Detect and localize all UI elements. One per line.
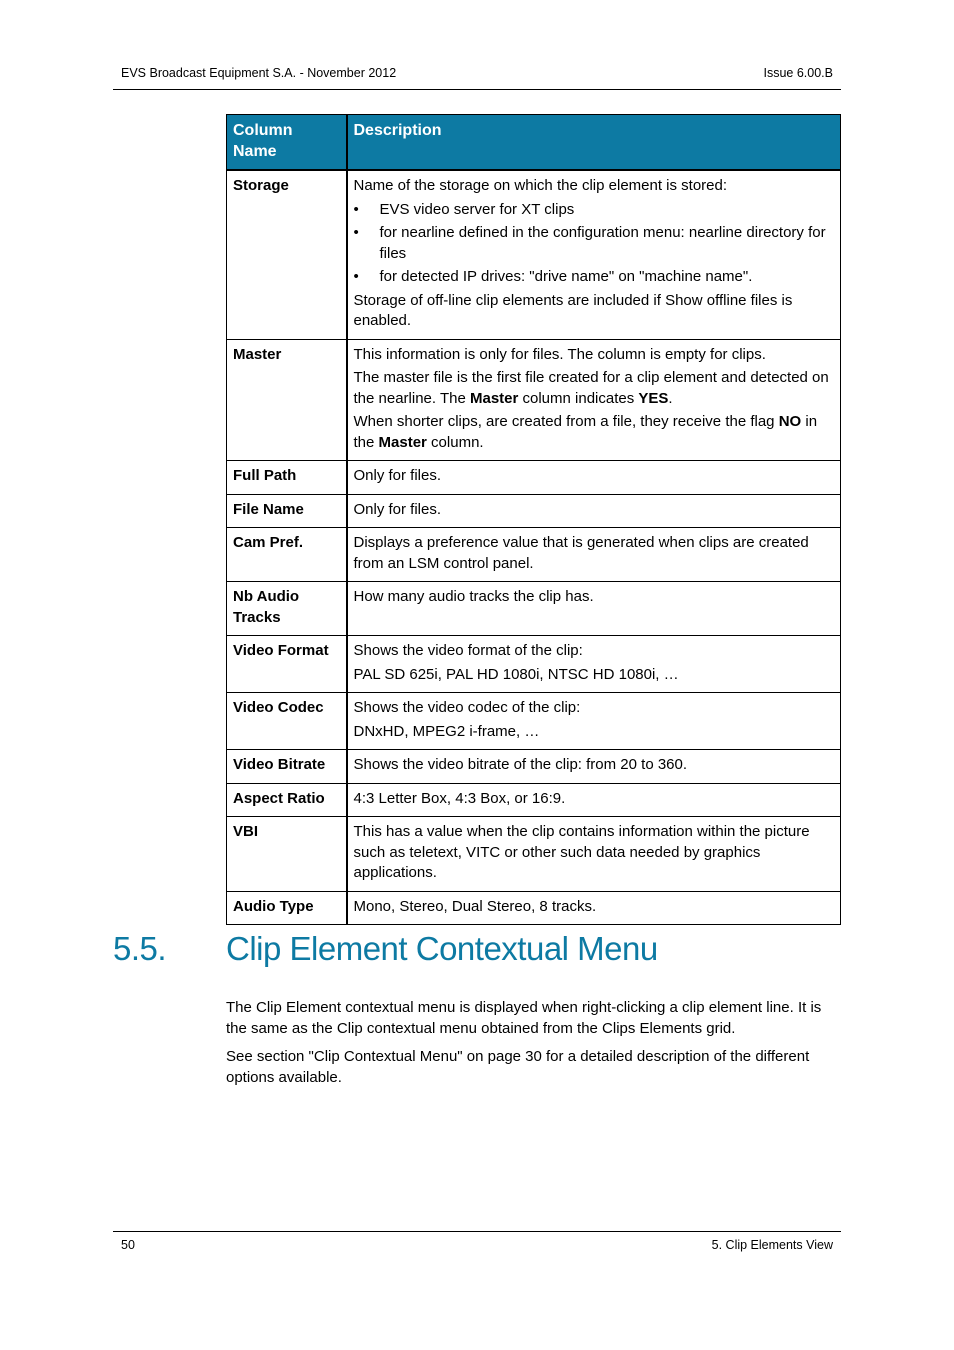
table-row xyxy=(227,494,841,528)
text-run: column indicates xyxy=(518,389,639,407)
desc-text: DNxHD, MPEG2 i-frame, … xyxy=(353,722,540,740)
table-header-row xyxy=(227,115,841,171)
bold-term: YES xyxy=(638,389,669,407)
text-run: column. xyxy=(426,433,484,451)
list-item-text: for nearline defined in the configuration menu: nearline directory for files xyxy=(379,224,826,262)
row-name: Aspect Ratio xyxy=(227,783,347,817)
list-item-text: EVS video server for XT clips xyxy=(379,200,575,218)
row-description: How many audio tracks the clip has. xyxy=(347,582,841,636)
body-paragraph: The Clip Element contextual menu is displayed when right-clicking a clip element line. It is the same as the Clip contextual menu obtained from the Clips Elements grid. xyxy=(226,999,822,1037)
row-name: Storage xyxy=(227,170,347,339)
row-name: Master xyxy=(227,339,347,461)
text-run: in the xyxy=(353,413,818,451)
desc-text: Shows the video format of the clip: xyxy=(353,642,583,659)
text-run: When shorter clips, are created from a file, they receive the flag xyxy=(353,413,779,430)
table-row xyxy=(227,750,841,784)
row-name: VBI xyxy=(227,817,347,892)
table-row xyxy=(227,636,841,693)
footer-rule xyxy=(113,1231,841,1232)
desc-text xyxy=(354,368,835,409)
body-paragraph: See section "Clip Contextual Menu" on page 30 for a detailed description of the different options available. xyxy=(226,1048,810,1086)
table-row xyxy=(227,170,841,339)
column-description-table xyxy=(226,114,841,925)
row-name: Nb Audio Tracks xyxy=(227,582,347,636)
row-description xyxy=(347,339,841,461)
list-item xyxy=(354,223,835,264)
desc-text: Shows the video codec of the clip: xyxy=(353,699,581,716)
table-row xyxy=(227,339,841,461)
row-description xyxy=(347,693,841,750)
bullet-icon: • xyxy=(353,268,359,285)
text-run: . xyxy=(668,389,673,407)
bullet-icon: • xyxy=(353,200,359,218)
bullet-icon: • xyxy=(353,224,359,241)
row-name: Cam Pref. xyxy=(227,528,347,582)
list-item xyxy=(354,267,835,288)
row-description: Only for files. xyxy=(347,461,841,495)
row-description xyxy=(347,170,841,339)
header-rule xyxy=(113,89,841,90)
row-name: Full Path xyxy=(227,461,347,495)
bold-term: Master xyxy=(469,389,519,407)
table-row xyxy=(227,461,841,495)
row-name: Video Codec xyxy=(227,693,347,750)
desc-text: Storage of off-line clip elements are included if Show offline files is enabled. xyxy=(353,291,793,329)
desc-text: Name of the storage on which the clip element is stored: xyxy=(353,177,728,194)
list-item-text: for detected IP drives: "drive name" on "machine name". xyxy=(379,268,753,285)
row-description: Mono, Stereo, Dual Stereo, 8 tracks. xyxy=(347,891,841,925)
row-name: Video Format xyxy=(227,636,347,693)
table-row xyxy=(227,783,841,817)
section-number: 5.5. xyxy=(113,930,167,967)
table-row xyxy=(227,528,841,582)
column-name-header: Column Name xyxy=(227,115,347,171)
row-description: Displays a preference value that is generated when clips are created from an LSM control panel. xyxy=(347,528,841,582)
row-description: Only for files. xyxy=(347,494,841,528)
row-description: Shows the video bitrate of the clip: from 20 to 360. xyxy=(347,750,841,784)
footer-chapter: 5. Clip Elements View xyxy=(711,1238,833,1252)
table-row xyxy=(227,817,841,892)
bullet-list xyxy=(354,200,835,288)
header-left-text: EVS Broadcast Equipment S.A. - November 2012 xyxy=(121,66,397,80)
section-title: Clip Element Contextual Menu xyxy=(226,930,658,967)
row-description xyxy=(347,636,841,693)
row-name: Video Bitrate xyxy=(227,750,347,784)
table-row xyxy=(227,582,841,636)
row-name: File Name xyxy=(227,494,347,528)
text-run: The master file is the first file created for a clip element and detected on the nearline. The xyxy=(353,369,829,407)
row-name: Audio Type xyxy=(227,891,347,925)
header-issue: Issue 6.00.B xyxy=(763,66,833,80)
desc-text xyxy=(354,412,835,453)
bold-term: Master xyxy=(378,433,427,451)
desc-text: PAL SD 625i, PAL HD 1080i, NTSC HD 1080i, … xyxy=(353,665,679,683)
row-description: This has a value when the clip contains information within the picture such as teletext, VITC or other such data needed by graphics applications. xyxy=(347,817,841,892)
list-item xyxy=(354,200,835,221)
description-header: Description xyxy=(347,115,841,171)
bold-term: NO xyxy=(778,413,802,430)
row-description: 4:3 Letter Box, 4:3 Box, or 16:9. xyxy=(347,783,841,817)
table-row xyxy=(227,891,841,925)
page-number: 50 xyxy=(121,1238,135,1252)
table-row xyxy=(227,693,841,750)
desc-text: This information is only for files. The column is empty for clips. xyxy=(353,345,766,363)
